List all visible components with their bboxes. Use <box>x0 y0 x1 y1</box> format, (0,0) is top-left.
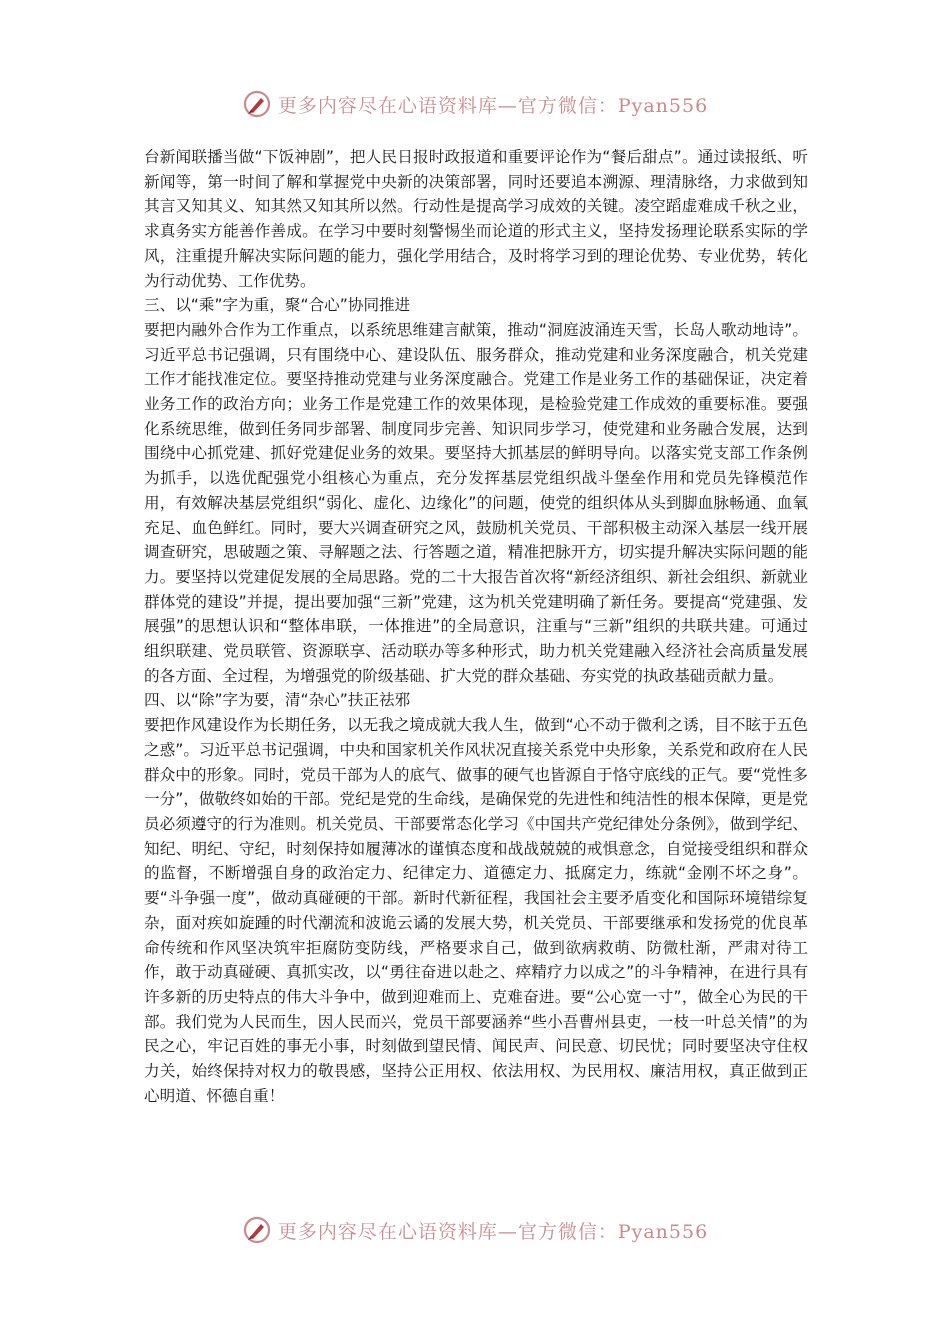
section-heading-four: 四、以“除”字为要，清“杂心”扶正祛邪 <box>144 691 411 710</box>
pen-nib-logo-icon <box>242 1215 272 1245</box>
paragraph-section-three: 要把内融外合作为工作重点，以系统思维建言献策，推动“洞庭波涌连天雪，长岛人歌动地诗”。习近平总书记强调，只有围绕中心、建设队伍、服务群众，推动党建和业务深度融合，机关党建工作才能找准定位。要坚持推动党建与业务深度融合。党建工作是业务工作的基础保证，决定着业务工作的政治方向；业务工作是党建工作的效果体现，是检验党建工作成效的重要标准。要强化系统思维，做到任务同步部署、制度同步完善、知识同步学习，使党建和业务融合发展，达到围绕中心抓党建、抓好党建促业务的效果。要坚持大抓基层的鲜明导向。以落实党支部工作条例为抓手，以选优配强党小组核心为重点，充分发挥基层党组织战斗堡垒作用和党员先锋模范作用，有效解决基层党组织“弱化、虚化、边缘化”的问题，使党的组织体从头到脚血脉畅通、血氧充足、血色鲜红。同时，要大兴调查研究之风，鼓励机关党员、干部积极主动深入基层一线开展调查研究，思破题之策、寻解题之法、行答题之道，精准把脉开方，切实提升解决实际问题的能力。要坚持以党建促发展的全局思路。党的二十大报告首次将“新经济组织、新社会组织、新就业群体党的建设”并提，提出要加强“三新”党建，这为机关党建明确了新任务。要提高“党建强、发展强”的思想认识和“整体串联，一体推进”的全局意识，注重与“三新”组织的共联共建。可通过组织联建、党员联管、资源联享、活动联办等多种形式，助力机关党建融入经济社会高质量发展的各方面、全过程，为增强党的阶级基础、扩大党的群众基础、夯实党的执政基础贡献力量。 <box>144 320 808 685</box>
section-heading-three: 三、以“乘”字为重，聚“合心”协同推进 <box>144 296 411 315</box>
paragraph-section-four: 要把作风建设作为长期任务，以无我之境成就大我人生，做到“心不动于微利之诱，目不眩于五色之惑”。习近平总书记强调，中央和国家机关作风状况直接关系党中央形象，关系党和政府在人民群众中的形象。同时，党员干部为人的底气、做事的硬气也皆源自于恪守底线的正气。要“党性多一分”，做敬终如始的干部。党纪是党的生命线，是确保党的先进性和纯洁性的根本保障，更是党员必须遵守的行为准则。机关党员、干部要常态化学习《中国共产党纪律处分条例》，做到学纪、知纪、明纪、守纪，时刻保持如履薄冰的谨慎态度和战战兢兢的戒惧意念，自觉接受组织和群众的监督，不断增强自身的政治定力、纪律定力、道德定力、抵腐定力，练就“金刚不坏之身”。要“斗争强一度”，做动真碰硬的干部。新时代新征程，我国社会主要矛盾变化和国际环境错综复杂，面对疾如旋踵的时代潮流和波诡云谲的发展大势，机关党员、干部要继承和发扬党的优良革命传统和作风坚决筑牢拒腐防变防线，严格要求自己，做到欲病救萌、防微杜渐，严肃对待工作，敢于动真碰硬、真抓实改，以“勇往奋进以赴之、瘁精疗力以成之”的斗争精神，在进行具有许多新的历史特点的伟大斗争中，做到迎难而上、克难奋进。要“公心宽一寸”，做全心为民的干部。我们党为人民而生，因人民而兴，党员干部要涵养“些小吾曹州县吏，一枝一叶总关情”的为民之心，牢记百姓的事无小事，时刻做到望民情、闻民声、问民意、切民忧；同时要坚决守住权力关，始终保持对权力的敬畏感，坚持公正用权、依法用权、为民用权、廉洁用权，真正做到正心明道、怀德自重！ <box>144 716 808 1105</box>
header-banner <box>0 84 950 124</box>
footer-banner <box>0 1210 950 1250</box>
paragraph-intro-continued: 台新闻联播当做“下饭神剧”，把人民日报时政报道和重要评论作为“餐后甜点”。通过读报纸、听新闻等，第一时间了解和掌握党中央新的决策部署，同时还要追本溯源、理清脉络，力求做到知其言又知其义、知其然又知其所以然。行动性是提高学习成效的关键。凌空蹈虚难成千秋之业，求真务实方能善作善成。在学习中要时刻警惕坐而论道的形式主义，坚持发扬理论联系实际的学风，注重提升解决实际问题的能力，强化学用结合，及时将学习到的理论优势、专业优势，转化为行动优势、工作优势。 <box>144 148 808 290</box>
pen-nib-logo-icon <box>242 89 272 119</box>
header-banner-text: 更多内容尽在心语资料库—官方微信：Pyan556 <box>277 94 709 117</box>
footer-banner-text: 更多内容尽在心语资料库—官方微信：Pyan556 <box>277 1220 709 1243</box>
document-body <box>144 145 808 1108</box>
